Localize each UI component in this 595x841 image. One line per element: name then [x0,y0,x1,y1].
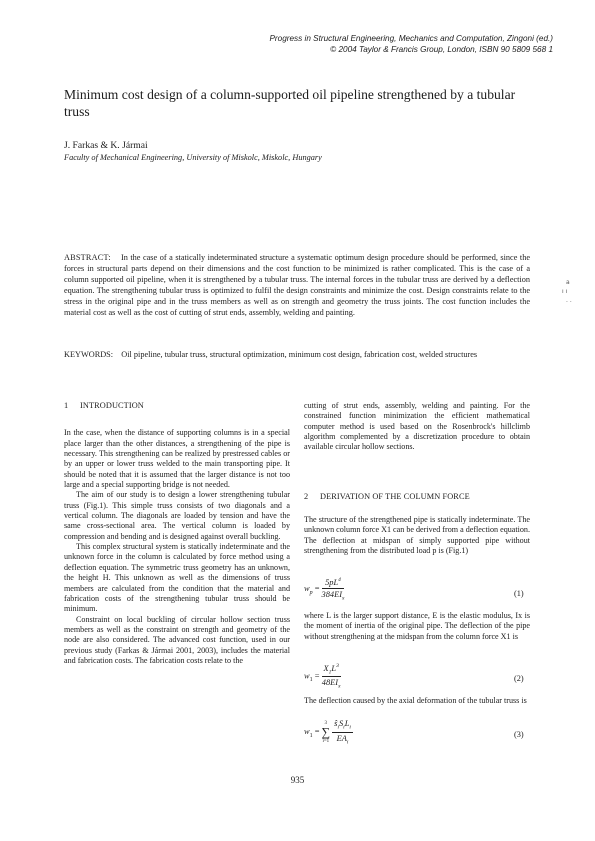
eq1-numerator-exp: 4 [338,577,341,583]
intro-paragraph-1: In the case, when the distance of supporting columns is in a special place larger than the other distances, a strengthening of the pipe is necessary. This strengthening can be realized by prestressed cables or by an upper or lower truss welded to the main transporting pipe. It should be noted that it is assumed that the larger distance is not too large and a special supporting bridge is not needed. [64,428,290,490]
section-heading-introduction [64,401,290,411]
equation-2: $w_1$ = $\frac{X_1L^3}{48EI_x}$ [304,663,341,691]
eq2-numerator-rest: L [331,663,337,673]
eq3-num-b-sub: i [343,724,345,731]
eq3-sum-bottom: i=1 [322,738,330,744]
eq3-num-c: L [344,719,350,728]
running-header-copyright: © 2004 Taylor & Francis Group, London, ISBN 90 5809 568 1 [330,45,553,54]
section2-paragraph-3: The deflection caused by the axial deformation of the tubular truss is [304,696,527,705]
section-title: DERIVATION OF THE COLUMN FORCE [320,492,470,501]
section2-paragraph-1-wrap [304,515,530,556]
intro-paragraph-4-continued: cutting of strut ends, assembly, welding and painting. For the constrained function minimization the efficient mathematical computer method is used based on the Rosenbrock's hillclimb algorithm complemented by a discretization procedure to obtain available circular hollow sections. [304,401,530,452]
eq3-num-a: ŝ [334,719,338,728]
section2-paragraph-2: where L is the larger support distance, E is the elastic modulus, Ix is the moment of inertia of the original pipe. The deflection of the pipe without strengthening at the midspan from the column force X1 is [304,611,530,641]
intro-paragraph-3: This complex structural system is statically indeterminate and the unknown force in the column is calculated by force method using a deflection equation. The symmetric truss geometry has an unknown, the height H. This unknown as well as the dimensions of truss members are calculated from the condition that the material and fabrication costs of the strengthening tubular truss should be minimum. [64,542,290,614]
eq2-lhs-sub: 1 [309,677,313,684]
eq1-lhs-sub: p [309,589,313,596]
equation-3: $w_1$ = 3 ∑ i=1 $\frac{ŝ_iS_iL_i}{EA_i}$ [304,719,351,746]
author-affiliation: Faculty of Mechanical Engineering, University of Miskolc, Miskolc, Hungary [64,153,322,162]
paper-authors: J. Farkas & K. Jármai [64,140,148,151]
keywords-label: KEYWORDS: [64,350,114,359]
intro-paragraph-4: Constraint on local buckling of circular hollow section truss members as well as the constraint on strength and geometry of the node are also considered. The advanced cost function, used in our previous study (Farkas & Jármai 2001, 2003), includes the material and fabrication costs. The fabrication costs relate to the [64,614,290,665]
equation-1-number: (1) [514,589,524,598]
eq3-lhs-sub: 1 [309,732,313,739]
sigma-symbol: ∑ [321,724,331,739]
equation-3-number: (3) [514,730,524,739]
eq3-denominator-sub: i [346,739,349,746]
eq2-fraction [322,663,341,690]
intro-paragraph-2: The aim of our study is to design a lower strengthening tubular truss (Fig.1). This simple truss consists of two diagonals and a vertical column. The diagonals are loaded by tension and have the same cross-sectional area. The vertical column is loaded by compression and bending and is designed against overall buckling. [64,490,290,541]
eq1-lhs: w [304,584,310,594]
paper-title: Minimum cost design of a column-supported oil pipeline strengthened by a tubular truss [64,87,516,119]
eq2-denominator-sub: x [338,684,341,691]
eq2-lhs: w [304,671,310,681]
eq3-lhs: w [304,727,310,737]
left-column [64,401,290,666]
eq2-numerator-exp: 3 [336,663,339,669]
keywords [64,349,530,360]
scan-mark: . . [566,297,572,304]
eq2-numerator-sub: 1 [328,669,332,676]
eq3-num-c-sub: i [349,724,351,731]
eq3-sum-top: 3 [324,720,328,726]
section-number: 2 [304,492,309,501]
eq3-summation [322,720,331,745]
eq3-fraction [332,719,353,745]
eq1-denominator-sub: x [341,595,345,602]
eq3-denominator: EA [336,733,347,743]
scan-mark: ı ı [562,288,568,295]
section-number: 1 [64,401,69,410]
equation-2-number: (2) [514,674,524,683]
abstract-text: In the case of a statically indeterminated structure a systematic optimum design procedure should be performed, since the forces in structural parts depend on their dimensions and the cost function to be minimized is rather complicated. This is the case of a column supported oil pipeline, when it is strengthened by a tubular truss. The internal forces in the tubular truss are derived by a deflection equation. The strengthening tubular truss is optimized to fulfil the design constraints and minimize the cost. Design constraints relate to the stress in the original pipe and in the truss members as well as on strength and geometry the truss joints. The cost function includes the material cost as well as the cost of cutting of strut ends, assembly, welding and painting. [64,253,530,317]
page-number: 935 [290,775,305,785]
section2-paragraph-2-wrap [304,611,530,642]
eq3-num-a-sub: i [337,724,339,731]
eq3-num-b: S [338,719,344,728]
abstract [64,252,530,318]
section2-paragraph-1: The structure of the strengthened pipe is statically indeterminate. The unknown column force X1 can be derived from a deflection equation. The deflection at midspan of simply supported pipe without strengthening from the distributed load p is (Fig.1) [304,515,530,556]
abstract-label: ABSTRACT: [64,253,111,262]
scan-mark: a [566,279,570,286]
eq2-numerator: X [323,663,329,673]
section-title: INTRODUCTION [80,401,144,410]
right-column-continuation [304,401,530,453]
running-header-series: Progress in Structural Engineering, Mechanics and Computation, Zingoni (ed.) [269,34,553,43]
equation-1: $w_p$ = $\frac{5pL^4}{384EI_x}$ [304,577,345,602]
eq2-denominator: 48EI [321,678,339,688]
section-heading-column-force [304,492,470,501]
keywords-text: Oil pipeline, tubular truss, structural optimization, minimum cost design, fabrication cost, welded structures [121,350,478,359]
eq1-numerator: 5pL [325,577,339,587]
eq1-fraction [322,577,345,601]
eq1-denominator: 384EI [321,589,342,599]
section2-paragraph-3-wrap [304,696,530,706]
